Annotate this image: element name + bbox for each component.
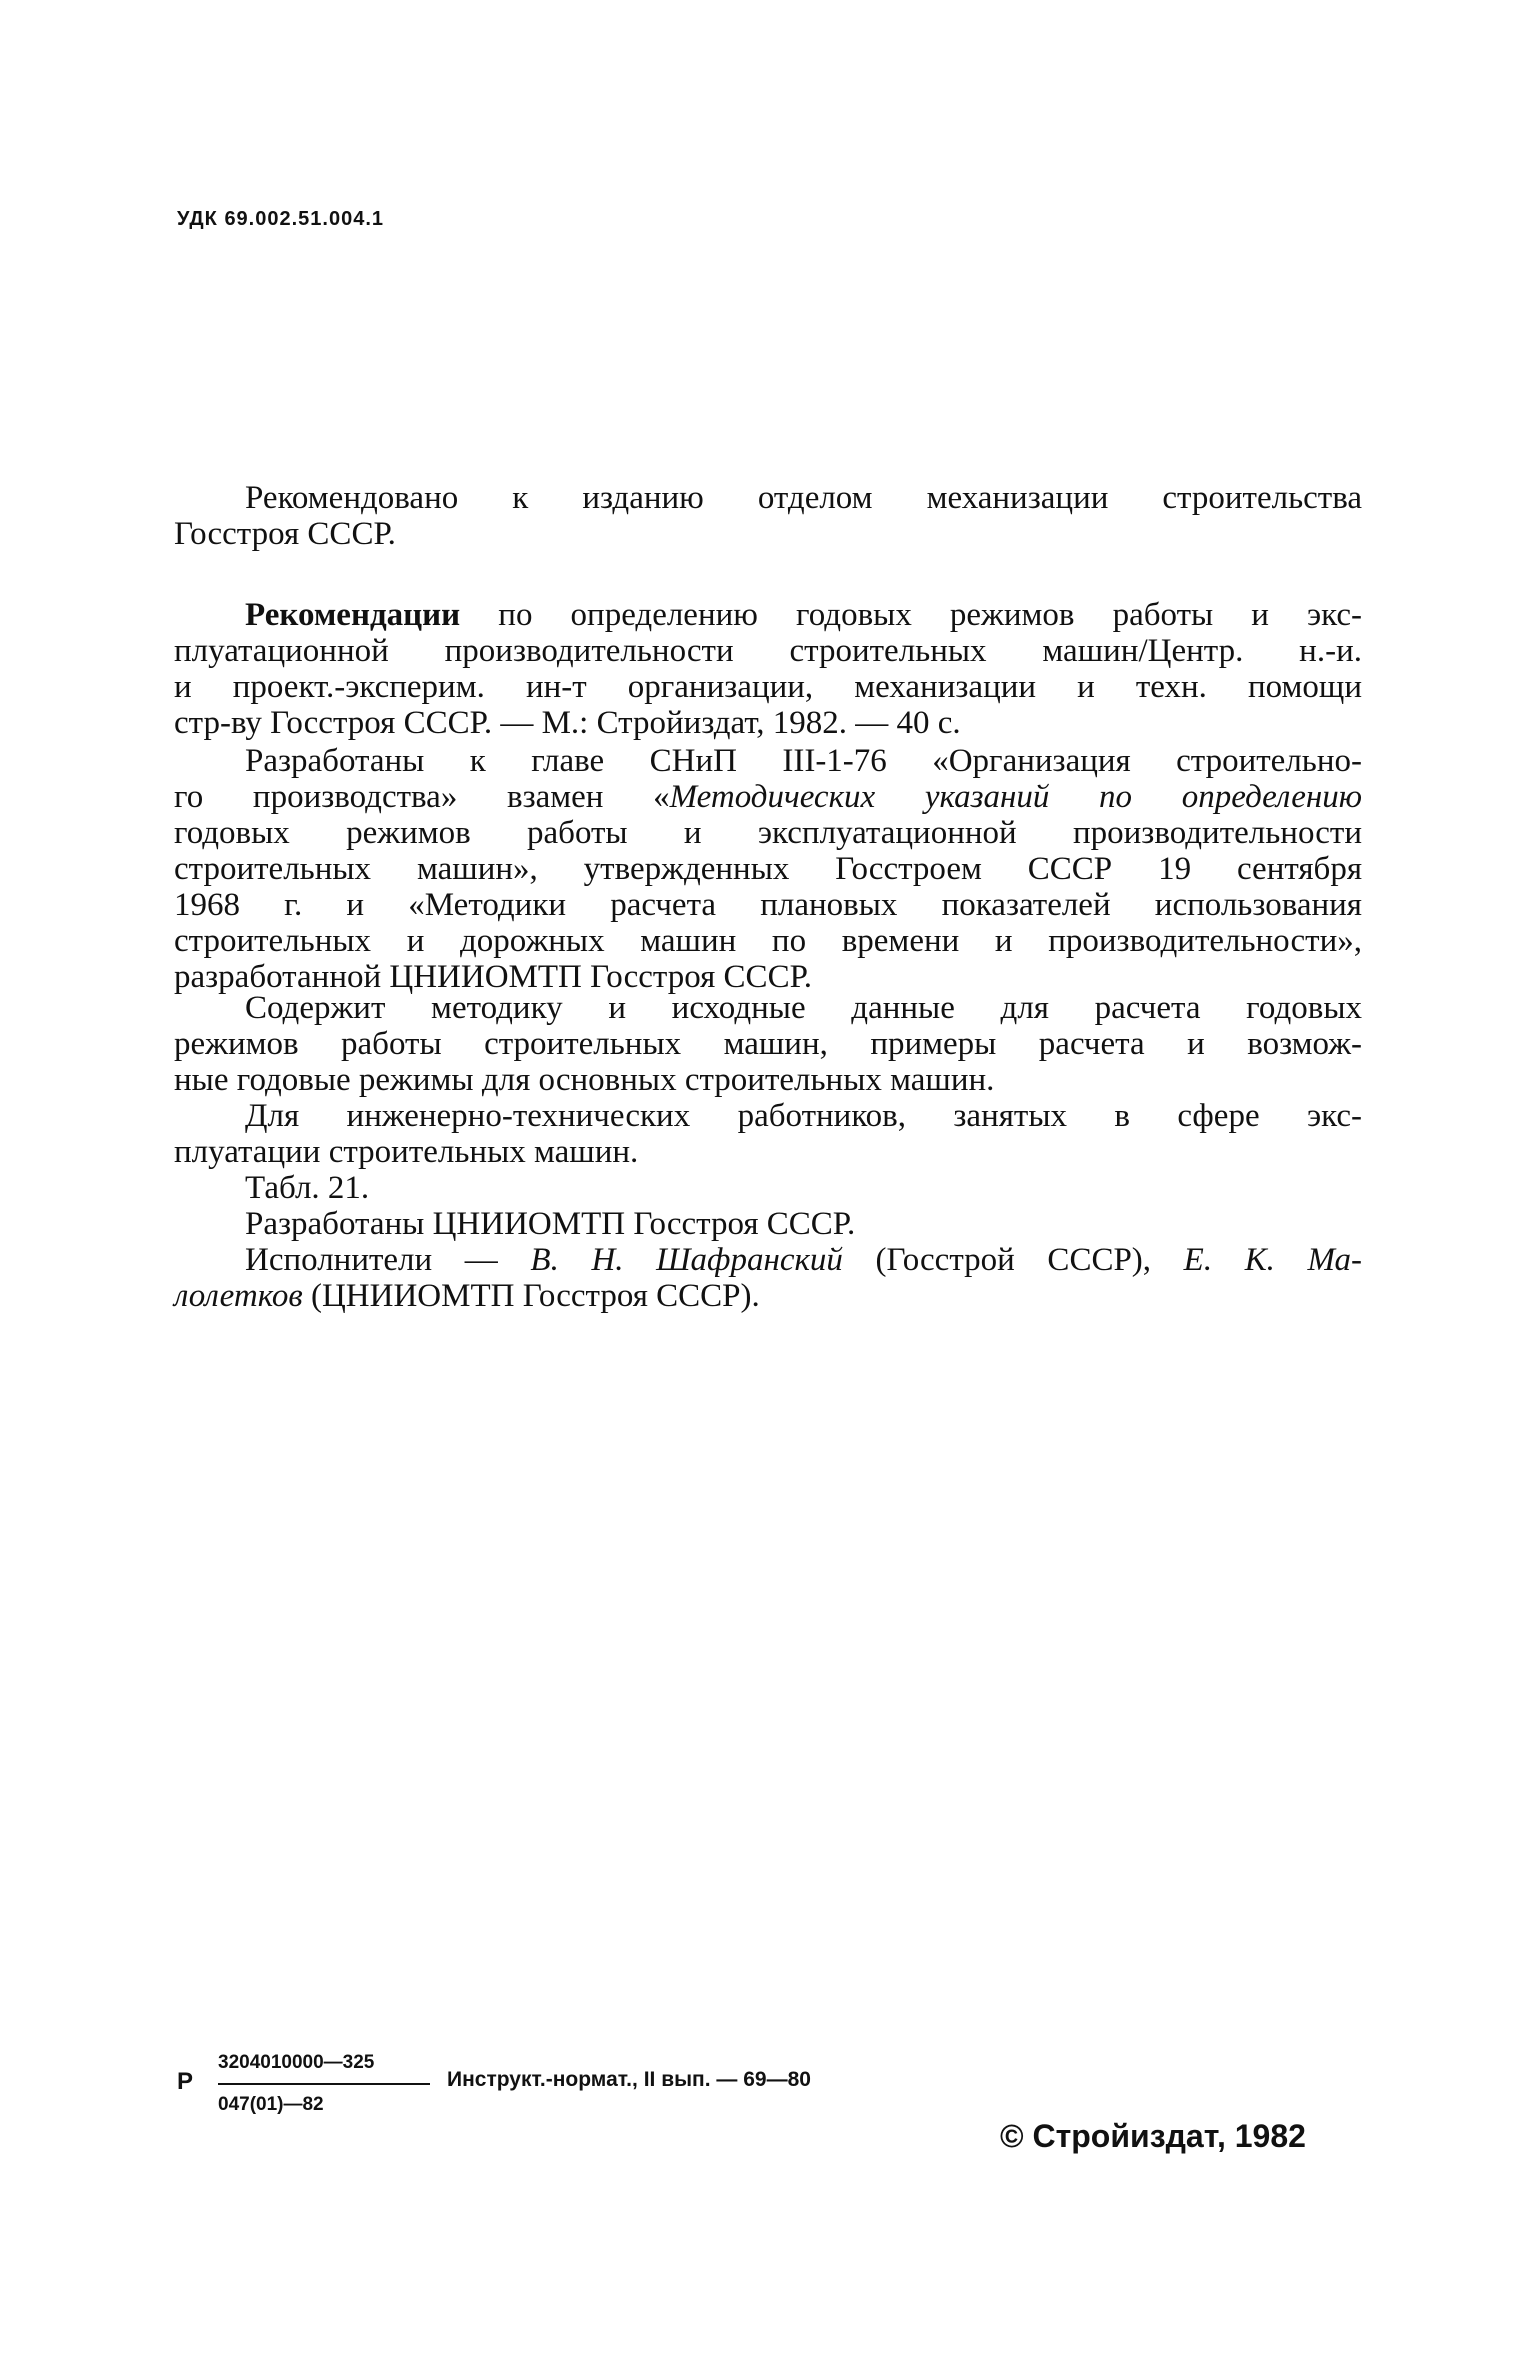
text-line [245, 1170, 1362, 1206]
text-segment: строительных машин», утвержденных Госстроем СССР 19 сентября [174, 850, 1362, 887]
text-segment: Исполнители — [245, 1242, 531, 1278]
text-segment: и проект.-эксперим. ин-т организации, механизации и техн. помощи [174, 669, 1362, 705]
imprint-series: Инструкт.-нормат., II вып. — 69—80 [447, 2068, 811, 2091]
udk-code: УДК 69.002.51.004.1 [177, 208, 385, 230]
text-line [245, 597, 1362, 633]
text-line [245, 990, 1362, 1026]
italic-text: Методических указаний по определению [669, 778, 1362, 815]
text-segment: Табл. 21. [245, 1170, 370, 1206]
text-segment: Разработаны ЦНИИОМТП Госстроя СССР. [245, 1206, 856, 1242]
text-segment: Разработаны к главе СНиП III-1-76 «Организация строительно- [245, 742, 1362, 779]
text-segment: Для инженерно-технических работников, занятых в сфере экс- [245, 1098, 1362, 1134]
text-segment: го производства» взамен « [174, 778, 670, 815]
italic-text: Е. К. Ма- [1183, 1242, 1362, 1278]
text-segment: режимов работы строительных машин, примеры расчета и возмож- [174, 1026, 1362, 1062]
text-segment: разработанной ЦНИИОМТП Госстроя СССР. [174, 958, 813, 995]
text-line [245, 480, 1362, 516]
text-segment: 1968 г. и «Методики расчета плановых показателей использования [174, 886, 1362, 923]
text-line [245, 743, 1362, 779]
text-line [245, 1242, 1362, 1278]
text-segment: стр-ву Госстроя СССР. — М.: Стройиздат, 1982. — 40 с. [174, 705, 961, 741]
imprint-letter: Р [177, 2068, 194, 2095]
italic-text: лолетков [174, 1278, 303, 1314]
text-segment: (Госстрой СССР), [842, 1242, 1184, 1278]
text-line [174, 1278, 1362, 1314]
text-line [174, 669, 1362, 705]
text-line [174, 887, 1362, 923]
text-line [174, 1062, 1362, 1098]
text-segment: строительных и дорожных машин по времени и производительности», [174, 922, 1362, 959]
text-segment: годовых режимов работы и эксплуатационной производительности [174, 814, 1362, 851]
text-segment: Госстроя СССР. [174, 516, 396, 552]
text-line [174, 1134, 1362, 1170]
text-line [174, 815, 1362, 851]
text-segment: Рекомендовано к изданию отделом механизации строительства [245, 480, 1362, 516]
text-line [174, 923, 1362, 959]
text-segment: плуатации строительных машин. [174, 1134, 639, 1170]
copyright: © Стройиздат, 1982 [1000, 2118, 1306, 2154]
text-line [174, 851, 1362, 887]
text-segment: плуатационной производительности строительных машин/Центр. н.-и. [174, 633, 1362, 669]
text-segment: (ЦНИИОМТП Госстроя СССР). [302, 1278, 760, 1314]
bold-text: Рекомендации [245, 597, 461, 633]
text-line [174, 779, 1362, 815]
text-line [174, 516, 1362, 552]
fraction-line [218, 2083, 430, 2085]
italic-text: В. Н. Шафранский [530, 1242, 843, 1278]
imprint-numerator: 3204010000—325 [218, 2052, 375, 2073]
text-line [174, 633, 1362, 669]
text-line [245, 1206, 1362, 1242]
text-segment: ные годовые режимы для основных строительных машин. [174, 1062, 995, 1098]
text-segment: Содержит методику и исходные данные для расчета годовых [245, 990, 1362, 1026]
text-line [174, 1026, 1362, 1062]
imprint-denominator: 047(01)—82 [218, 2094, 324, 2115]
text-segment: по определению годовых режимов работы и экс- [460, 597, 1362, 633]
text-line [174, 705, 1362, 741]
text-line [245, 1098, 1362, 1134]
